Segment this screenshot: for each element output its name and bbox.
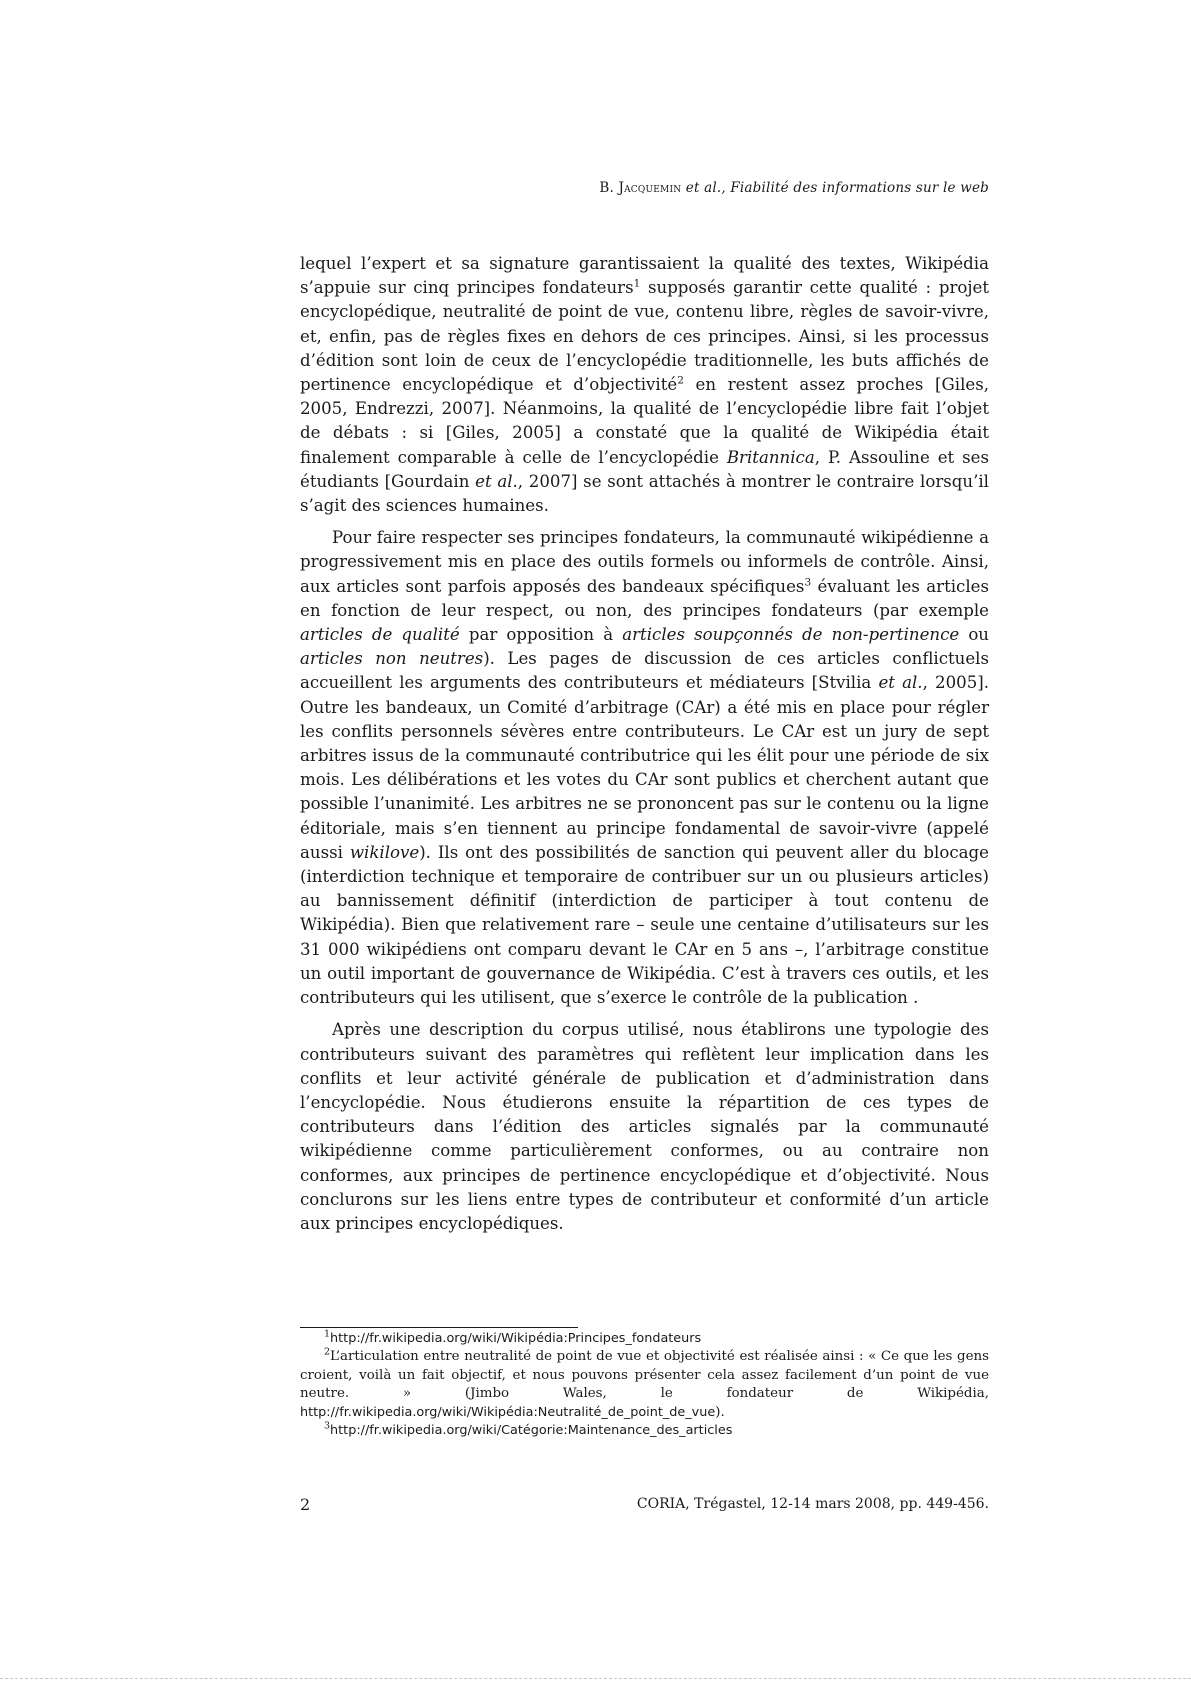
- paragraph-2: [300, 526, 989, 1010]
- footnote-2-mark: 2: [324, 1346, 331, 1358]
- author-name: Jacquemin: [618, 180, 682, 196]
- page-number: 2: [300, 1495, 311, 1514]
- footnote-2-url[interactable]: http://fr.wikipedia.org/wiki/Wikipédia:Neutralité_de_point_de_vue: [300, 1404, 716, 1420]
- paragraph-3: Après une description du corpus utilisé, nous établirons une typologie des contributeurs suivant des paramètres qui reflètent leur implication dans les conflits et leur activité générale de publication et d’administration dans l’encyclopédie. Nous étudierons ensuite la répartition de ces types de contributeurs dans l’édition des articles signalés par la communauté wikipédienne comme particulièrement conformes, ou au contraire non conformes, aux principes de pertinence encyclopédique et d’objectivité. Nous conclurons sur les liens entre types de contributeur et conformité d’un article aux principes encyclopédiques.: [300, 1020, 989, 1233]
- footnote-2-end: ).: [715, 1404, 725, 1420]
- footnote-1: [300, 1330, 989, 1348]
- footnote-3-mark: 3: [324, 1420, 331, 1432]
- footnote-ref-3: 3: [804, 576, 812, 589]
- p2-text-f: , 2005]. Outre les bandeaux, un Comité d’arbitrage (CAr) a été mis en place pour régler les conflits personnels sévères entre contributeurs. Le CAr est un jury de sept arbitres issus de la communauté contributrice qui les élit pour une période de six mois. Les délibérations et les votes du CAr sont publics et cherchent autant que possible l’unanimité. Les arbitres ne se prononcent pas sur le contenu ou la ligne éditoriale, mais s’en tiennent au principe fondamental de savoir-vivre (appelé aussi: [300, 673, 989, 862]
- p2-text-g: ). Ils ont des possibilités de sanction qui peuvent aller du blocage (interdiction technique et temporaire de contribuer sur un ou plusieurs articles) au bannissement définitif (interdiction de participer à tout contenu de Wikipédia). Bien que relativement rare – seule une centaine d’utilisateurs sur les 31 000 wikipédiens ont comparu devant le CAr en 5 ans –, l’arbitrage constitue un outil important de gouvernance de Wikipédia. C’est à travers ces outils, et les contributeurs qui les utilisent, que s’exerce le contrôle de la publication .: [300, 842, 989, 1008]
- author-etal: et al.: [681, 180, 722, 196]
- scan-edge-line: [0, 1678, 1191, 1679]
- paragraph-1: [300, 252, 989, 518]
- p1-text-a: lequel l’expert et sa signature garantissaient la qualité des textes, Wikipédia s’appuie sur cinq principes fondateurs: [300, 254, 989, 298]
- author-prefix: B.: [599, 180, 619, 196]
- p2-text-d: ou: [959, 625, 989, 645]
- footnote-rule: [300, 1327, 578, 1328]
- p1-text-d: , P. Assouline et ses étudiants [Gourdain: [300, 447, 989, 491]
- p1-text-b: supposés garantir cette qualité : projet encyclopédique, neutralité de point de vue, contenu libre, règles de savoir-vivre, et, enfin, pas de règles fixes en dehors de ces principes. Ainsi, si les processus d’édition sont loin de ceux de l’encyclopédie traditionnelle, les buts affichés de pertinence encyclopédique et d’objectivité: [300, 278, 989, 395]
- p2-text-a: Pour faire respecter ses principes fondateurs, la communauté wikipédienne a progressivement mis en place des outils formels ou informels de contrôle. Ainsi, aux articles sont parfois apposés des bandeaux spécifiques: [300, 528, 989, 596]
- p1-text-e: , 2007] se sont attachés à montrer le contraire lorsqu’il s’agit des sciences humaines.: [300, 471, 989, 516]
- p2-italic-5: wikilove: [349, 842, 420, 862]
- p2-text-c: par opposition à: [459, 625, 623, 645]
- p2-italic-1: articles de qualité: [300, 625, 460, 645]
- p1-italic-britannica: Britannica: [726, 447, 815, 467]
- p2-italic-4: et al.: [878, 673, 923, 693]
- p2-italic-2: articles soupçonnés de non-pertinence: [622, 625, 960, 645]
- footnote-2-text: L’articulation entre neutralité de point de vue et objectivité est réalisée ainsi : « Ce que les gens croient, voilà un fait objectif, et nous pouvons présenter cela assez facilement d’un point de vue neutre. » (Jimbo Wales, le fondateur de Wikipédia,: [300, 1349, 989, 1402]
- conference-info: CORIA, Trégastel, 12-14 mars 2008, pp. 449-456.: [636, 1496, 989, 1512]
- footnote-1-mark: 1: [324, 1328, 331, 1340]
- body-text: [300, 252, 989, 1244]
- running-title: , Fiabilité des informations sur le web: [721, 180, 989, 196]
- p2-text-e: ). Les pages de discussion de ces articles conflictuels accueillent les arguments des contributeurs et médiateurs [Stvilia: [300, 649, 989, 693]
- footnote-ref-2: 2: [677, 374, 684, 387]
- p2-text-b: évaluant les articles en fonction de leur respect, ou non, des principes fondateurs (par exemple: [300, 576, 989, 620]
- footnote-ref-1: 1: [633, 277, 641, 290]
- footnote-3: [300, 1422, 989, 1440]
- p1-italic-etal: et al.: [475, 471, 518, 491]
- p1-text-c: en restent assez proches [Giles, 2005, Endrezzi, 2007]. Néanmoins, la qualité de l’encyclopédie libre fait l’objet de débats : si [Giles, 2005] a constaté que la qualité de Wikipédia était finalement comparable à celle de l’encyclopédie: [300, 375, 990, 467]
- p2-italic-3: articles non neutres: [300, 649, 484, 669]
- footnote-2: [300, 1348, 989, 1422]
- footnote-3-url[interactable]: http://fr.wikipedia.org/wiki/Catégorie:Maintenance_des_articles: [330, 1423, 733, 1439]
- footnote-1-url[interactable]: http://fr.wikipedia.org/wiki/Wikipédia:Principes_fondateurs: [330, 1331, 702, 1346]
- running-head: [300, 180, 989, 196]
- footnotes: [300, 1330, 989, 1440]
